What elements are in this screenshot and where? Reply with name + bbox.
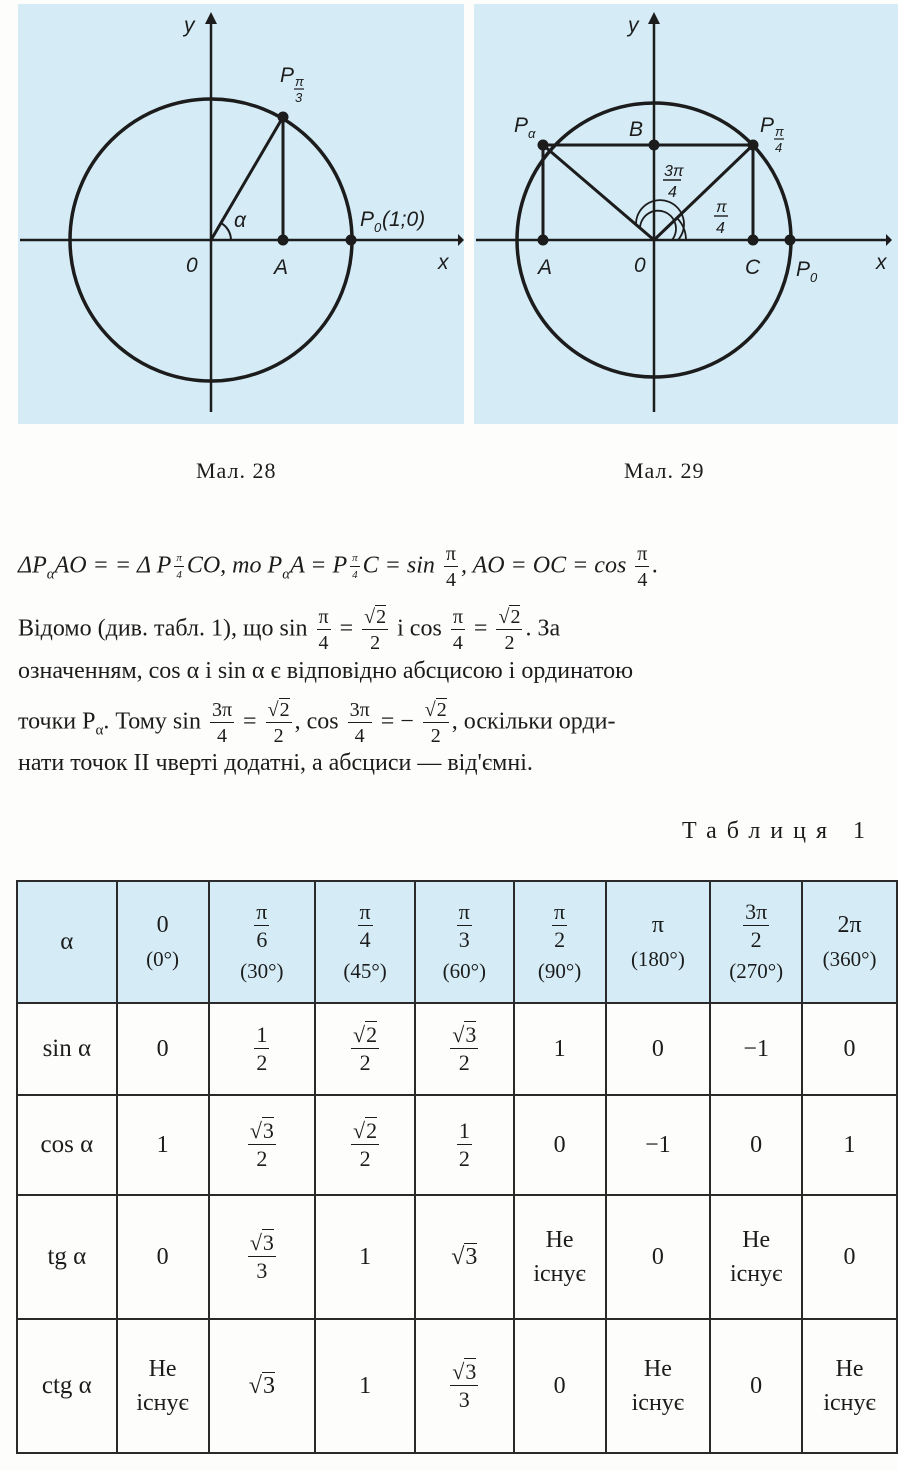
x-label: x xyxy=(876,251,887,274)
b-label: B xyxy=(629,118,644,141)
point-a xyxy=(278,235,289,246)
p0-label: P xyxy=(360,208,375,231)
a-label: A xyxy=(538,256,553,279)
text-line-2: Відомо (див. табл. 1), що sin $\frac{\pi}{4}$ = $\frac{√2}{2}$ і cos $\frac{\pi}{4}$ = $\frac{√2}{2}$ . За xyxy=(18,606,561,654)
p0-label: P xyxy=(796,258,811,281)
y-label: y xyxy=(628,14,639,37)
origin-label: 0 xyxy=(186,254,198,277)
row-label-cos: cos α xyxy=(17,1095,117,1195)
row-label-ctg: ctg α xyxy=(17,1319,117,1453)
table-row-sin xyxy=(17,1003,897,1095)
cell: Не існує xyxy=(514,1195,606,1319)
point-b xyxy=(649,140,660,151)
point-a xyxy=(538,235,549,246)
cell: Не існує xyxy=(117,1319,209,1453)
header-2pi: 2π (360°) xyxy=(802,881,897,1003)
cell: Не існує xyxy=(606,1319,711,1453)
cell: 1 xyxy=(315,1319,415,1453)
text-line-1: $\Delta P_\alpha AO$ = = Δ P $\frac{\pi}{4}$ CO, то $P_\alpha A = P$ $\frac{\pi}{4}$ C = sin $\frac{\pi}{4}$ , AO = OC = cos $\frac{\pi}{4}$ . xyxy=(18,543,659,591)
c-label: C xyxy=(745,256,761,279)
point-p-pi3 xyxy=(278,112,289,123)
cell: $\frac{√3}{3}$ xyxy=(209,1195,316,1319)
header-pi6: $\frac{\pi}{6}$ (30°) xyxy=(209,881,316,1003)
p-top-label: P xyxy=(280,64,295,87)
point-p0 xyxy=(785,235,796,246)
cell: $\frac{√3}{3}$ xyxy=(415,1319,514,1453)
header-3pi2: $\frac{3\pi}{2}$ (270°) xyxy=(710,881,802,1003)
a-label: A xyxy=(274,256,289,279)
header-0: 0 (0°) xyxy=(117,881,209,1003)
table-row-tg xyxy=(17,1195,897,1319)
header-pi2: $\frac{\pi}{2}$ (90°) xyxy=(514,881,606,1003)
p-alpha-label: P xyxy=(514,114,529,137)
point-p-pi4 xyxy=(748,140,759,151)
x-axis-arrow xyxy=(886,234,892,246)
cell: Не існує xyxy=(802,1319,897,1453)
caption-mal-28: Мал. 28 xyxy=(196,458,277,483)
trig-values-table xyxy=(16,880,898,1454)
x-axis-arrow xyxy=(458,234,464,246)
text-line-5: нати точок ІІ чверті додатні, а абсциси — від'ємні. xyxy=(18,750,533,776)
point-c xyxy=(748,235,759,246)
p0-sub: 0 xyxy=(810,270,818,285)
figure-29 xyxy=(474,4,898,424)
text-line-3: означенням, cos α і sin α є відповідно абсцисою і ординатою xyxy=(18,658,634,684)
cell: 0 xyxy=(710,1095,802,1195)
cell: 0 xyxy=(514,1319,606,1453)
table-row-ctg xyxy=(17,1319,897,1453)
row-label-tg: tg α xyxy=(17,1195,117,1319)
y-label: y xyxy=(184,14,195,37)
cell: 0 xyxy=(514,1095,606,1195)
cell: $\frac{1}{2}$ xyxy=(415,1095,514,1195)
angle-big-den: 4 xyxy=(668,184,677,201)
cell: 0 xyxy=(117,1195,209,1319)
cell: −1 xyxy=(710,1003,802,1095)
cell: √3 xyxy=(209,1319,316,1453)
text-line-4: точки $P_\alpha$. Тому sin $\frac{3\pi}{4}$ = $\frac{√2}{2}$ , cos $\frac{3\pi}{4}$ = − $\frac{√2}{2}$ , оскільки орди- xyxy=(18,699,616,747)
cell: 1 xyxy=(514,1003,606,1095)
p-alpha-sub: α xyxy=(528,126,536,141)
cell: 1 xyxy=(802,1095,897,1195)
cell: 0 xyxy=(710,1319,802,1453)
cell: $\frac{√2}{2}$ xyxy=(315,1095,415,1195)
y-axis-arrow xyxy=(648,12,660,24)
cell: √3 xyxy=(415,1195,514,1319)
cell: 1 xyxy=(315,1195,415,1319)
cell: $\frac{1}{2}$ xyxy=(209,1003,316,1095)
figure-28 xyxy=(18,4,464,424)
cell: Не існує xyxy=(710,1195,802,1319)
radius-left xyxy=(543,145,654,240)
cell: 0 xyxy=(802,1195,897,1319)
p-right-label: P xyxy=(760,114,775,137)
origin-label: 0 xyxy=(634,254,646,277)
p-right-sub-num: π xyxy=(775,124,784,139)
point-p0 xyxy=(346,235,357,246)
header-pi: π (180°) xyxy=(606,881,711,1003)
cell: 0 xyxy=(802,1003,897,1095)
table-row-cos xyxy=(17,1095,897,1195)
row-label-sin: sin α xyxy=(17,1003,117,1095)
angle-big-num: 3π xyxy=(664,163,684,180)
cell: $\frac{√2}{2}$ xyxy=(315,1003,415,1095)
cell: 0 xyxy=(606,1003,711,1095)
p-top-sub-num: π xyxy=(295,74,304,89)
figure-29-diagram xyxy=(474,4,898,424)
angle-arc xyxy=(221,223,231,240)
p-right-sub-den: 4 xyxy=(775,140,783,155)
p0-sub: 0 xyxy=(374,220,382,235)
table-header-row xyxy=(17,881,897,1003)
table-caption: Таблиця 1 xyxy=(682,818,876,844)
figure-28-diagram xyxy=(18,4,464,424)
alpha-label: α xyxy=(234,209,246,232)
header-pi3: $\frac{\pi}{3}$ (60°) xyxy=(415,881,514,1003)
y-axis-arrow xyxy=(205,12,217,24)
angle-small-den: 4 xyxy=(716,220,725,237)
point-p-alpha xyxy=(538,140,549,151)
cell: 0 xyxy=(117,1003,209,1095)
caption-mal-29: Мал. 29 xyxy=(624,458,705,483)
cell: $\frac{√3}{2}$ xyxy=(209,1095,316,1195)
cell: −1 xyxy=(606,1095,711,1195)
cell: 1 xyxy=(117,1095,209,1195)
header-alpha: α xyxy=(17,881,117,1003)
cell: 0 xyxy=(606,1195,711,1319)
x-label: x xyxy=(438,251,449,274)
header-pi4: $\frac{\pi}{4}$ (45°) xyxy=(315,881,415,1003)
cell: $\frac{√3}{2}$ xyxy=(415,1003,514,1095)
angle-small-num: π xyxy=(716,199,727,216)
radius-line xyxy=(211,117,283,240)
p-top-sub-den: 3 xyxy=(295,90,303,105)
p0-coords: (1;0) xyxy=(382,208,426,231)
